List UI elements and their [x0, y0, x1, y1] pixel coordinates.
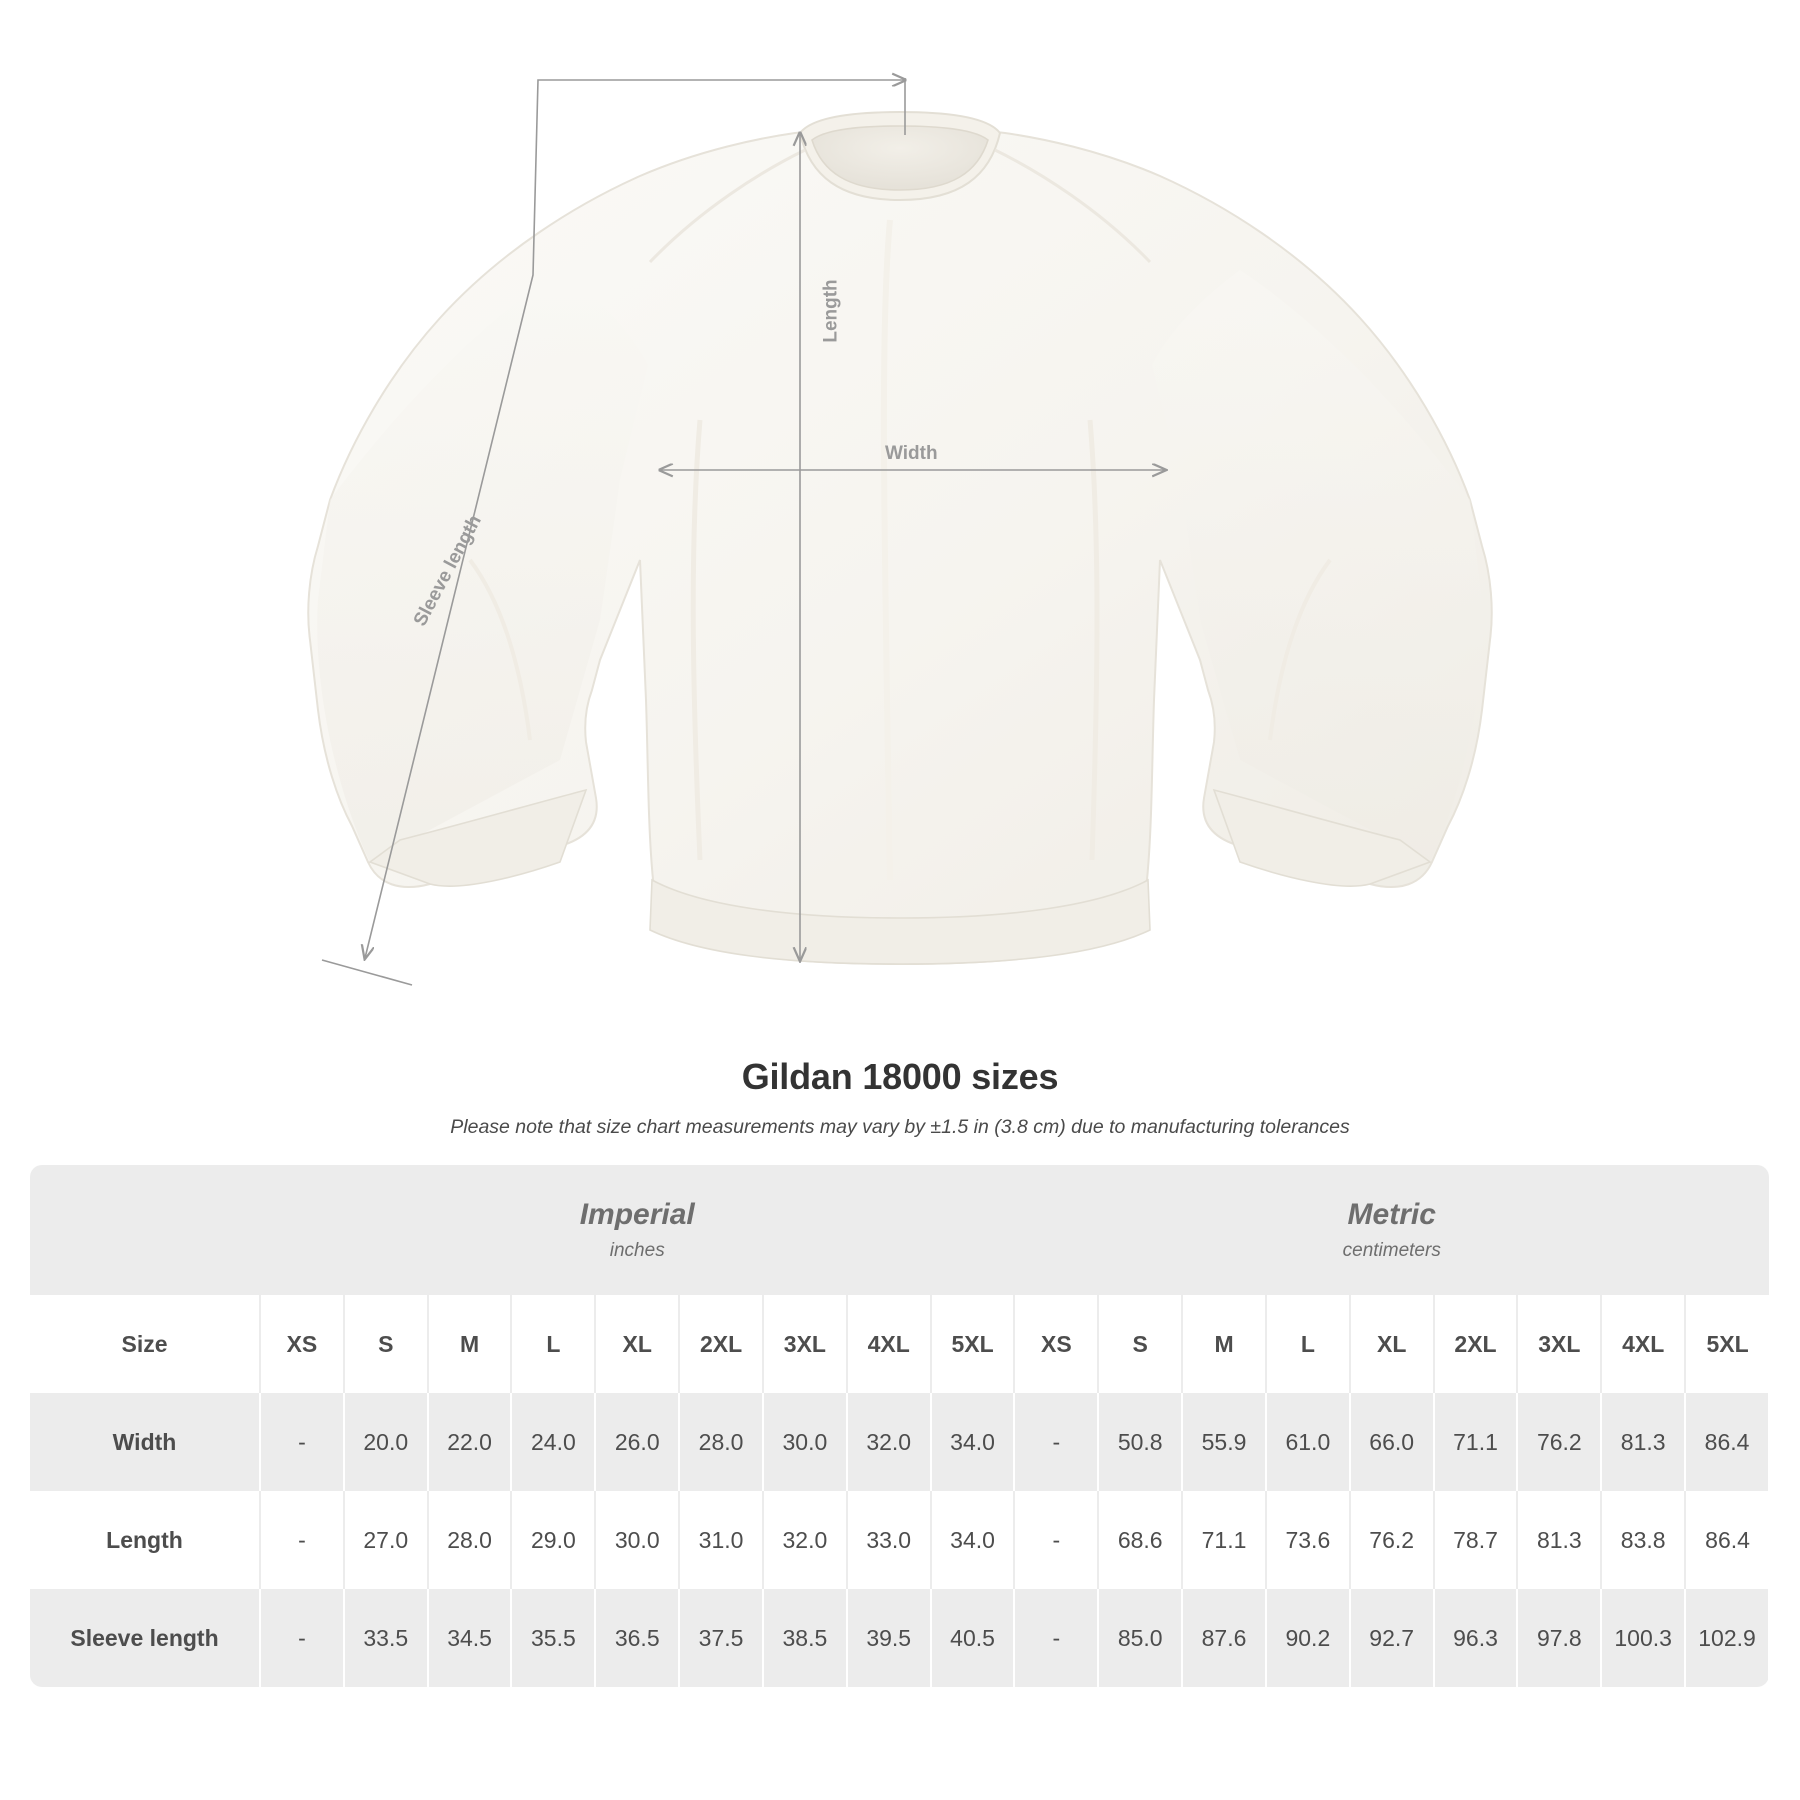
cell-length-met-xl: 76.2 [1350, 1491, 1434, 1589]
size-header-met-5xl: 5XL [1685, 1295, 1769, 1393]
cell-width-imp-5xl: 34.0 [931, 1393, 1015, 1491]
cell-length-met-3xl: 81.3 [1517, 1491, 1601, 1589]
size-header-met-xs: XS [1014, 1295, 1098, 1393]
size-header-imp-m: M [428, 1295, 512, 1393]
page-title: Gildan 18000 sizes [741, 1056, 1059, 1097]
cell-width-met-2xl: 71.1 [1434, 1393, 1518, 1491]
cell-length-met-2xl: 78.7 [1434, 1491, 1518, 1589]
table-row-length [30, 1491, 1769, 1589]
row-label-sleeve-length: Sleeve length [30, 1589, 260, 1687]
sleeve-end-tick [322, 960, 412, 985]
size-header-met-m: M [1182, 1295, 1266, 1393]
unit-imperial-name: Imperial [579, 1198, 695, 1231]
cell-length-met-l: 73.6 [1266, 1491, 1350, 1589]
table-row-width [30, 1393, 1769, 1491]
cell-width-met-xl: 66.0 [1350, 1393, 1434, 1491]
table-row-sleeve-length [30, 1589, 1769, 1687]
cell-length-imp-4xl: 33.0 [847, 1491, 931, 1589]
size-header-imp-5xl: 5XL [931, 1295, 1015, 1393]
row-label-length: Length [30, 1491, 260, 1589]
cell-sleeve-imp-5xl: 40.5 [931, 1589, 1015, 1687]
width-label: Width [885, 443, 938, 464]
size-header-met-2xl: 2XL [1434, 1295, 1518, 1393]
size-header-imp-3xl: 3XL [763, 1295, 847, 1393]
cell-length-imp-m: 28.0 [428, 1491, 512, 1589]
cell-width-imp-2xl: 28.0 [679, 1393, 763, 1491]
cell-sleeve-imp-l: 35.5 [511, 1589, 595, 1687]
size-header-imp-xs: XS [260, 1295, 344, 1393]
cell-sleeve-met-3xl: 97.8 [1517, 1589, 1601, 1687]
cell-sleeve-imp-m: 34.5 [428, 1589, 512, 1687]
size-header-imp-4xl: 4XL [847, 1295, 931, 1393]
row-label-width: Width [30, 1393, 260, 1491]
size-header-imp-s: S [344, 1295, 428, 1393]
size-header-met-xl: XL [1350, 1295, 1434, 1393]
cell-length-imp-l: 29.0 [511, 1491, 595, 1589]
unit-metric-cell [1014, 1165, 1769, 1295]
unit-header-row [30, 1165, 1769, 1295]
cell-width-imp-m: 22.0 [428, 1393, 512, 1491]
cell-length-imp-3xl: 32.0 [763, 1491, 847, 1589]
title-block [0, 1056, 1800, 1139]
cell-width-met-3xl: 76.2 [1517, 1393, 1601, 1491]
size-header-row [30, 1295, 1769, 1393]
cell-sleeve-met-l: 90.2 [1266, 1589, 1350, 1687]
cell-length-met-xs: - [1014, 1491, 1098, 1589]
cell-sleeve-met-m: 87.6 [1182, 1589, 1266, 1687]
cell-length-imp-xs: - [260, 1491, 344, 1589]
unit-imperial-cell [260, 1165, 1014, 1295]
tolerance-note: Please note that size chart measurements may vary by ±1.5 in (3.8 cm) due to manufacturing tolerances [450, 1116, 1350, 1138]
sleeve-length-label: Sleeve length [409, 511, 486, 630]
cell-width-met-5xl: 86.4 [1685, 1393, 1769, 1491]
cell-sleeve-met-xl: 92.7 [1350, 1589, 1434, 1687]
cell-sleeve-met-4xl: 100.3 [1601, 1589, 1685, 1687]
cell-sleeve-imp-3xl: 38.5 [763, 1589, 847, 1687]
cell-length-met-m: 71.1 [1182, 1491, 1266, 1589]
cell-width-met-xs: - [1014, 1393, 1098, 1491]
size-header-met-s: S [1098, 1295, 1182, 1393]
cell-width-imp-l: 24.0 [511, 1393, 595, 1491]
cell-width-imp-xl: 26.0 [595, 1393, 679, 1491]
cell-width-imp-xs: - [260, 1393, 344, 1491]
cell-width-met-m: 55.9 [1182, 1393, 1266, 1491]
cell-sleeve-met-5xl: 102.9 [1685, 1589, 1769, 1687]
cell-length-imp-5xl: 34.0 [931, 1491, 1015, 1589]
cell-sleeve-imp-4xl: 39.5 [847, 1589, 931, 1687]
size-header-imp-2xl: 2XL [679, 1295, 763, 1393]
unit-spacer-cell [30, 1165, 260, 1295]
cell-sleeve-imp-xl: 36.5 [595, 1589, 679, 1687]
size-label-cell: Size [30, 1295, 260, 1393]
cell-sleeve-imp-2xl: 37.5 [679, 1589, 763, 1687]
cell-width-imp-4xl: 32.0 [847, 1393, 931, 1491]
cell-length-imp-2xl: 31.0 [679, 1491, 763, 1589]
cell-length-met-5xl: 86.4 [1685, 1491, 1769, 1589]
size-chart-table-wrap [30, 1165, 1770, 1687]
cell-width-imp-s: 20.0 [344, 1393, 428, 1491]
unit-metric-name: Metric [1347, 1198, 1436, 1231]
cell-sleeve-met-xs: - [1014, 1589, 1098, 1687]
size-header-imp-l: L [511, 1295, 595, 1393]
cell-width-met-4xl: 81.3 [1601, 1393, 1685, 1491]
size-header-imp-xl: XL [595, 1295, 679, 1393]
size-chart-table [30, 1165, 1770, 1687]
size-header-met-4xl: 4XL [1601, 1295, 1685, 1393]
cell-width-met-s: 50.8 [1098, 1393, 1182, 1491]
unit-metric-sub: centimeters [1342, 1240, 1441, 1261]
cell-length-met-4xl: 83.8 [1601, 1491, 1685, 1589]
cell-length-met-s: 68.6 [1098, 1491, 1182, 1589]
cell-sleeve-imp-s: 33.5 [344, 1589, 428, 1687]
cell-sleeve-imp-xs: - [260, 1589, 344, 1687]
cell-sleeve-met-2xl: 96.3 [1434, 1589, 1518, 1687]
length-label: Length [820, 279, 842, 343]
size-header-met-3xl: 3XL [1517, 1295, 1601, 1393]
cell-width-imp-3xl: 30.0 [763, 1393, 847, 1491]
cell-length-imp-s: 27.0 [344, 1491, 428, 1589]
cell-sleeve-met-s: 85.0 [1098, 1589, 1182, 1687]
sweatshirt-shape [308, 112, 1491, 964]
unit-imperial-sub: inches [609, 1240, 665, 1261]
cell-width-met-l: 61.0 [1266, 1393, 1350, 1491]
cell-length-imp-xl: 30.0 [595, 1491, 679, 1589]
size-header-met-l: L [1266, 1295, 1350, 1393]
